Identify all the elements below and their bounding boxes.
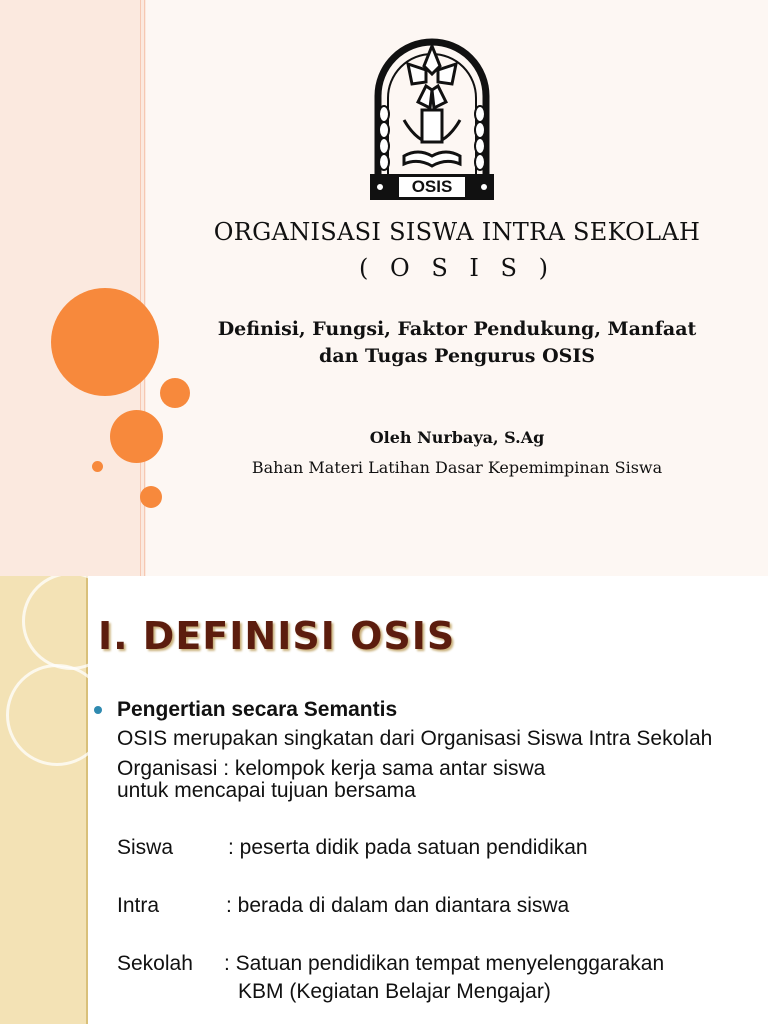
left-decor-band <box>0 0 146 576</box>
term-siswa: Siswa <box>117 836 174 859</box>
decor-line <box>140 0 141 576</box>
abbreviation-line: OSIS merupakan singkatan dari Organisasi Siswa Intra Sekolah <box>117 727 713 750</box>
description: Bahan Materi Latihan Dasar Kepemimpinan Siswa <box>251 458 663 477</box>
decor-ring <box>6 664 108 766</box>
subtitle-line-1: Definisi, Fungsi, Faktor Pendukung, Manfaat <box>217 318 697 340</box>
definition-sekolah-continued: KBM (Kegiatan Belajar Mengajar) <box>238 980 551 1003</box>
subtitle-line-2: dan Tugas Pengurus OSIS <box>319 345 595 367</box>
definition-intra: : berada di dalam dan diantara siswa <box>226 894 570 917</box>
decor-circle-small <box>92 461 103 472</box>
definition-slide <box>0 576 768 1024</box>
definition-siswa: : peserta didik pada satuan pendidikan <box>228 836 588 859</box>
term-intra: Intra <box>117 894 160 917</box>
organisasi-line-2: untuk mencapai tujuan bersama <box>117 779 416 802</box>
organisasi-line-1: Organisasi : kelompok kerja sama antar siswa <box>117 757 546 780</box>
bullet-heading: Pengertian secara Semantis <box>117 698 398 721</box>
osis-emblem-icon <box>368 24 496 202</box>
definition-sekolah: : Satuan pendidikan tempat menyelenggarakan <box>224 952 665 975</box>
term-sekolah: Sekolah <box>117 952 193 975</box>
decor-circle <box>160 378 190 408</box>
bullet-icon <box>94 706 102 714</box>
decor-circle-large <box>51 288 159 396</box>
author: Oleh Nurbaya, S.Ag <box>369 428 545 447</box>
decor-circle <box>140 486 162 508</box>
slide-abbreviation: ( O S I S ) <box>359 254 555 282</box>
slide-title: ORGANISASI SISWA INTRA SEKOLAH <box>213 218 701 246</box>
logo-text: OSIS <box>411 177 453 196</box>
slide-heading: I. DEFINISI OSIS <box>98 614 456 658</box>
